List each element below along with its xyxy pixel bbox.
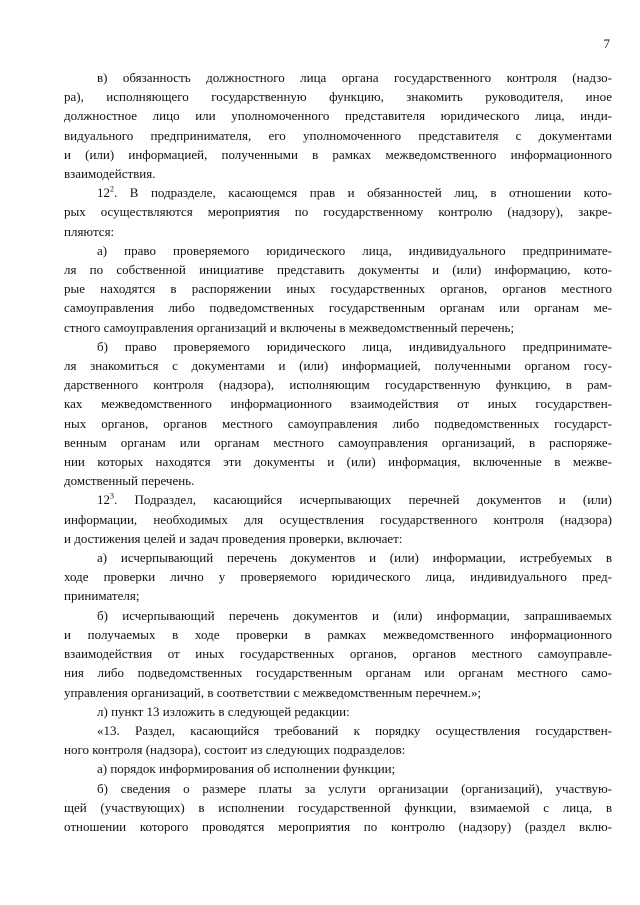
text-line: пляются: [64,223,115,239]
paragraph [64,779,612,837]
paragraph [64,548,612,606]
paragraph [64,68,612,183]
text-line: отношении которого проводятся мероприятия по контролю (надзору) (раздел вклю- [64,818,612,834]
text-line: рых осуществляются мероприятия по государственному контролю (надзору), закре- [64,204,612,220]
text-line: взаимодействия от иных государственных органов, органов местного самоуправле- [64,646,612,662]
text-line: «13. Раздел, касающийся требований к порядку осуществления государствен- [97,722,612,738]
paragraph [64,606,612,702]
text-line: ках межведомственного информационного взаимодействия от иных государствен- [64,396,612,412]
text-line: щей (участвующих) в исполнении государственной функции, взимаемой с лица, в [64,799,612,815]
text-line: ля знакомиться с документами и (или) информацией, полученными органом госу- [64,358,612,374]
text-line: ра), исполняющего государственную функцию, знакомить руководителя, иное [64,89,612,105]
text-line: рые находятся в распоряжении иных государственных органов, органов местного [64,281,612,297]
text-line: и получаемых в ходе проверки в рамках межведомственного информационного [64,626,612,642]
text-line: $12^3$. Подраздел, касающийся исчерпывающих перечней документов и (или) [97,492,612,508]
text-line: л) пункт 13 изложить в следующей редакции: [97,703,350,719]
text-line: а) право проверяемого юридического лица, индивидуального предпринимате- [97,242,612,258]
text-line: ного контроля (надзора), состоит из следующих подразделов: [64,742,406,758]
text-line: и достижения целей и задач проведения проверки, включает: [64,530,403,546]
paragraph [64,702,612,721]
text-line: а) порядок информирования об исполнении функции; [97,761,396,777]
text-line: б) сведения о размере платы за услуги организации (организаций), участвую- [97,780,612,796]
text-line: дарственного контроля (надзора), исполняющим государственную функцию, в рам- [64,377,612,393]
paragraph [64,490,612,548]
text-line: а) исчерпывающий перечень документов и (или) информации, истребуемых в [97,550,612,566]
text-line: должностное лицо или уполномоченного представителя юридического лица, инди- [64,108,612,124]
text-line: взаимодействия. [64,166,156,182]
page-number: 7 [603,36,610,51]
text-line: ния либо подведомственных государственным органам или органам местного само- [64,665,612,681]
text-line: принимателя; [64,588,140,604]
paragraph [64,337,612,491]
text-line: $12^2$. В подразделе, касающемся прав и обязанностей лиц, в отношении кото- [97,184,612,201]
text-line: и (или) информацией, полученными в рамках межведомственного информационного [64,146,612,162]
text-line: б) исчерпывающий перечень документов и (или) информации, запрашиваемых [97,607,612,623]
paragraph [64,721,612,759]
clause-superscript: 2 [110,184,114,194]
text-line: в) обязанность должностного лица органа государственного контроля (надзо- [97,70,612,85]
text-line: управления организаций, в соответствии с межведомственным перечнем.»; [64,684,482,700]
document-body [64,68,612,836]
text-line: информации, необходимых для осуществления государственного контроля (надзора) [64,511,612,527]
clause-number: 12 [97,185,110,201]
text-line: стного самоуправления организаций и включены в межведомственный перечень; [64,319,515,335]
text-line: домственный перечень. [64,473,195,489]
paragraph [64,241,612,337]
text-line: видуального предпринимателя, его уполномоченного представителя с документами [64,127,612,143]
text-line: венным органам или органам местного самоуправления организаций, в распоряже- [64,434,612,450]
paragraph [64,759,612,778]
clause-number: 12 [97,492,110,508]
text-line: ходе проверки лично у проверяемого юридического лица, индивидуального пред- [64,569,612,585]
paragraph [64,183,612,241]
clause-superscript: 3 [110,492,114,502]
text-line: ных органов, органов местного самоуправления либо подведомственных государст- [64,415,612,431]
text-line: нии которых находятся эти документы и (или) информация, включенные в межве- [64,454,612,470]
text-line: ля по собственной инициативе представить документы и (или) информацию, кото- [64,262,612,278]
text-line: б) право проверяемого юридического лица, индивидуального предпринимате- [97,338,612,354]
text-line: самоуправления либо подведомственных государственным органам или органам ме- [64,300,612,316]
